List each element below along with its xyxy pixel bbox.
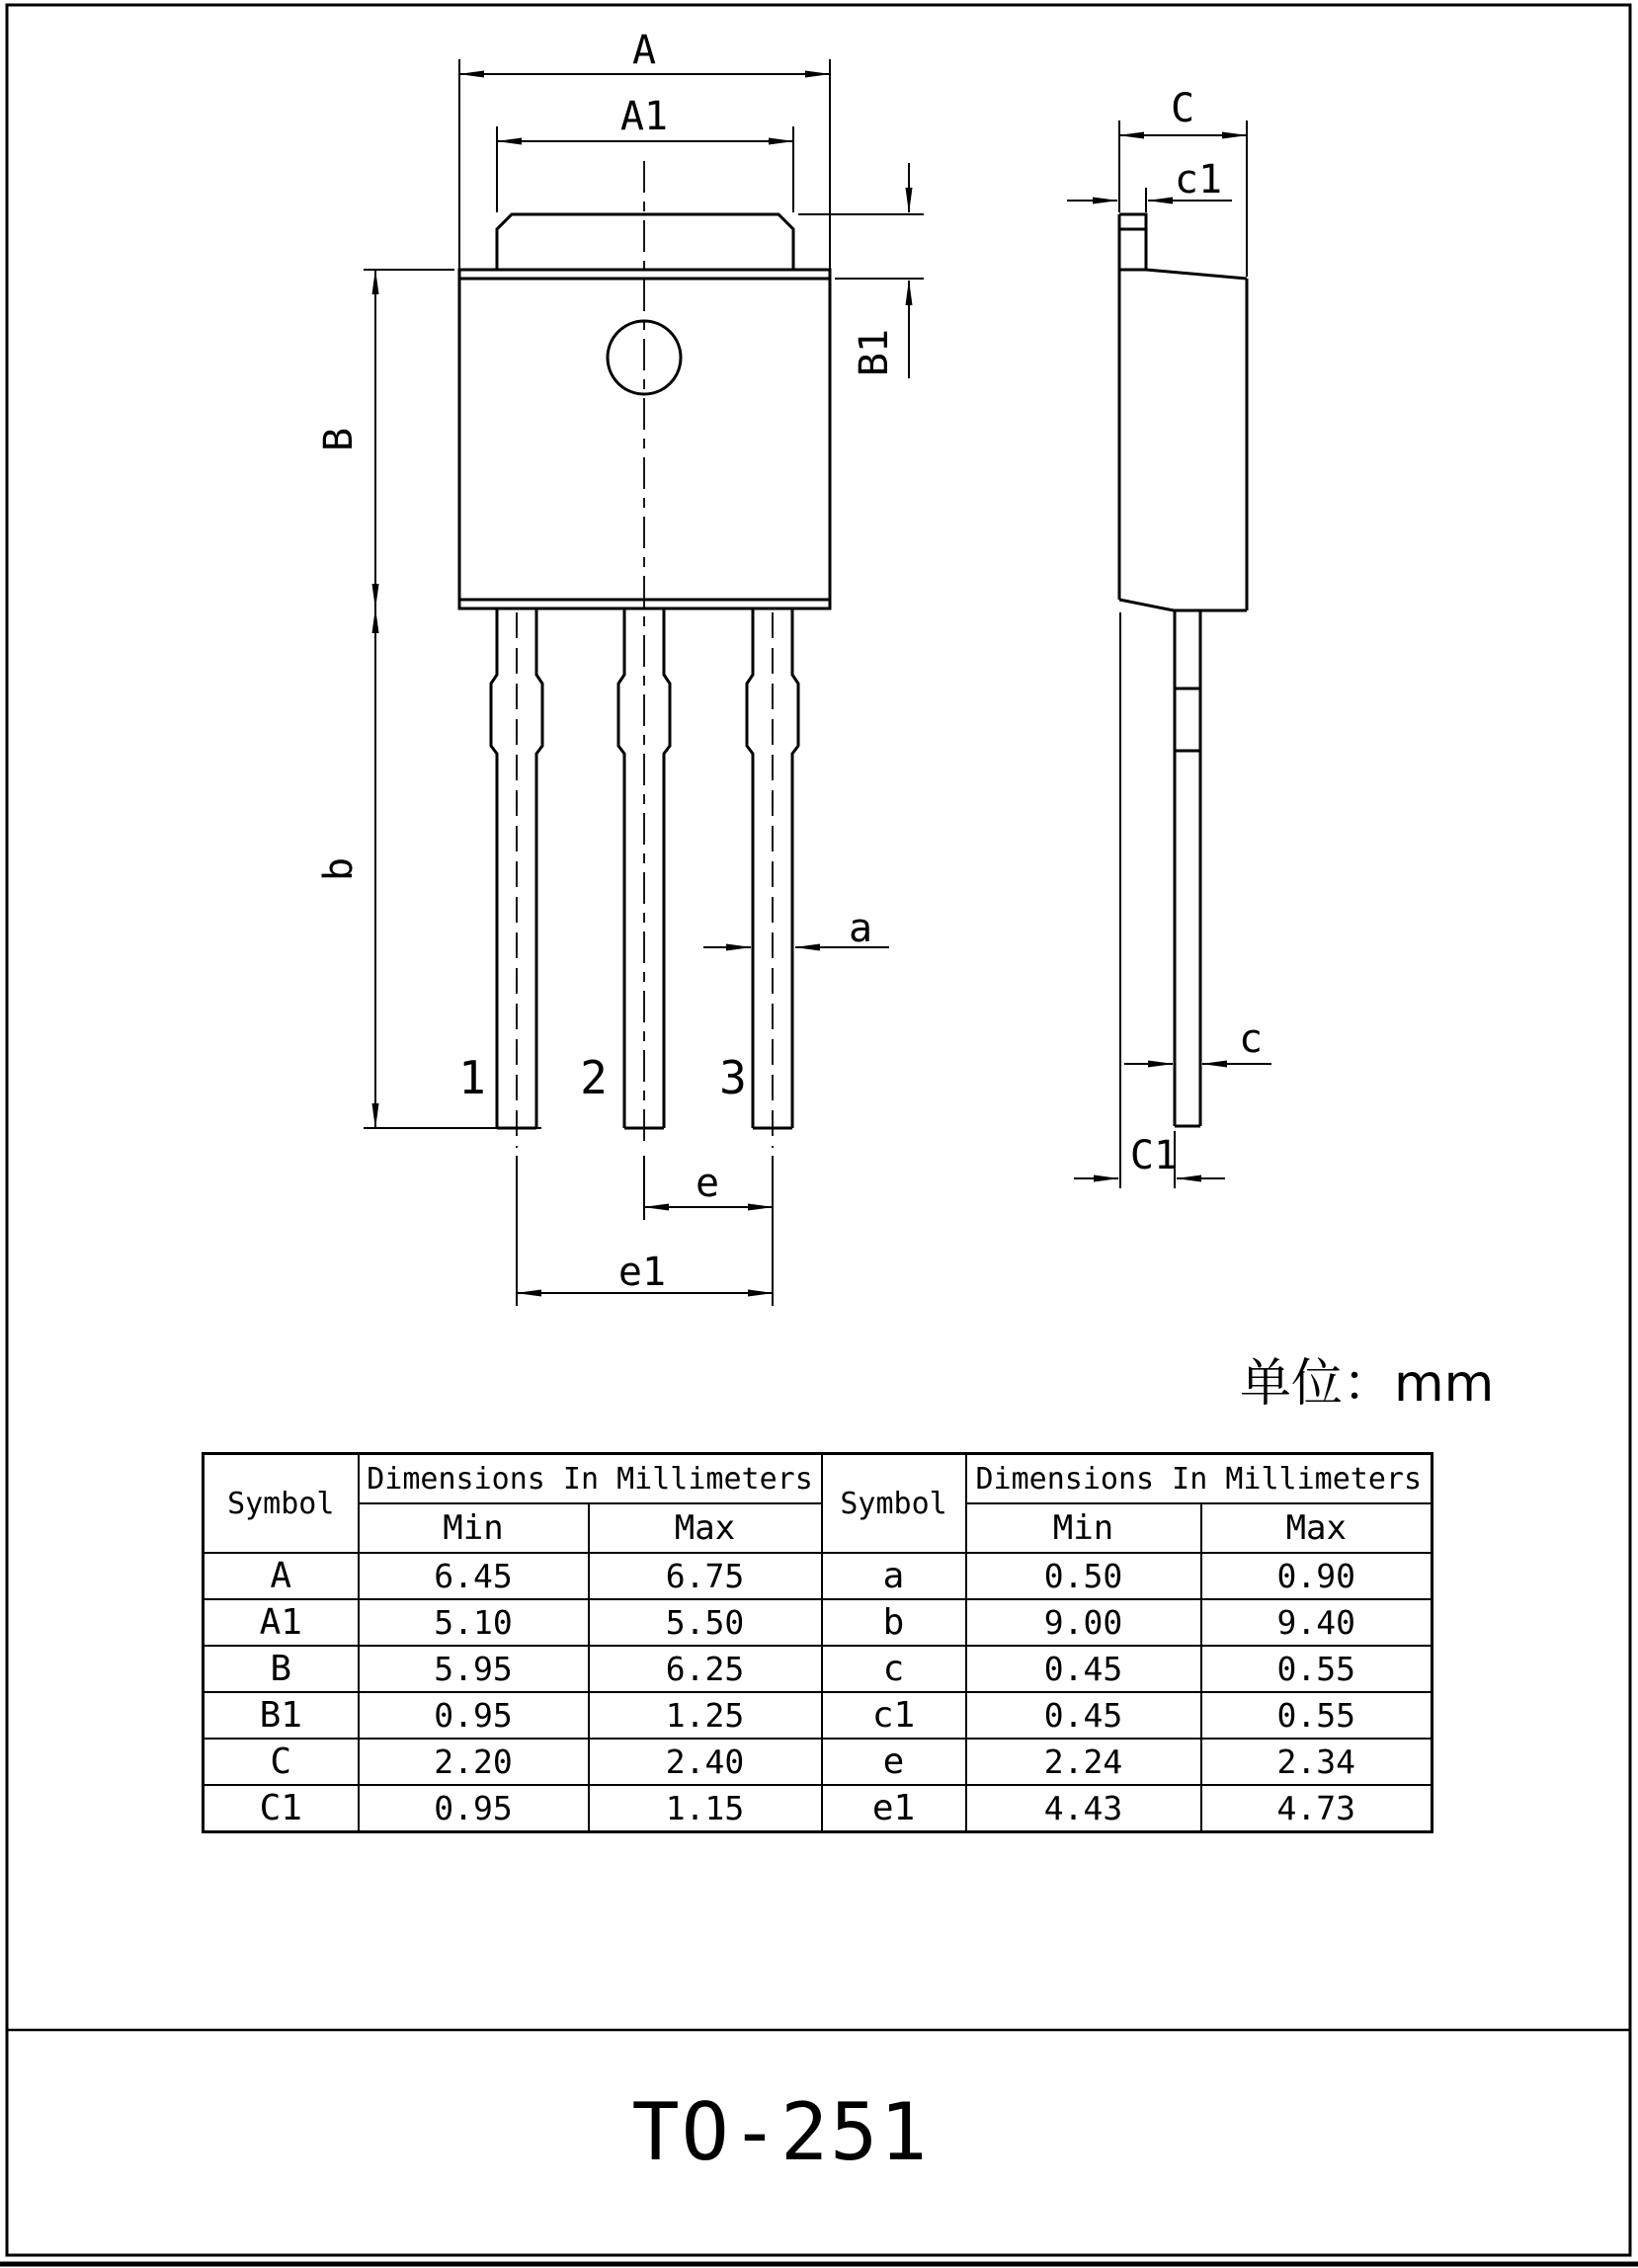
symbol-cell: A1 <box>204 1599 359 1646</box>
dim-label-e: e <box>695 1161 720 1206</box>
dim-label-A1: A1 <box>619 94 669 139</box>
symbol-cell: B1 <box>204 1692 359 1739</box>
side-view <box>1067 86 1271 1188</box>
page-title: TO-251 <box>631 2086 930 2178</box>
table-row <box>204 1692 1433 1739</box>
dim-label-a: a <box>848 906 873 951</box>
min-cell: 0.45 <box>966 1646 1201 1692</box>
units-note: 单位：mm <box>1240 1354 1495 1414</box>
dim-label-b: b <box>316 856 362 882</box>
table-header-row <box>204 1454 1433 1504</box>
min-cell: 5.10 <box>359 1599 589 1646</box>
min-cell: 5.95 <box>359 1646 589 1692</box>
symbol-cell: c1 <box>822 1692 966 1739</box>
symbol-cell: C <box>204 1739 359 1785</box>
symbol-cell: a <box>822 1553 966 1599</box>
dim-label-e1: e1 <box>617 1250 667 1295</box>
symbol-cell: e1 <box>822 1785 966 1832</box>
max-cell: 4.73 <box>1201 1785 1433 1832</box>
max-cell: 0.55 <box>1201 1692 1433 1739</box>
symbol-cell: B <box>204 1646 359 1692</box>
symbol-cell: e <box>822 1739 966 1785</box>
min-cell: 0.45 <box>966 1692 1201 1739</box>
table-row <box>204 1599 1433 1646</box>
symbol-cell: A <box>204 1553 359 1599</box>
max-cell: 5.50 <box>589 1599 822 1646</box>
max-cell: 0.55 <box>1201 1646 1433 1692</box>
table-subheader-row <box>204 1503 1433 1553</box>
max-cell: 1.15 <box>589 1785 822 1832</box>
dim-label-C: C <box>1170 86 1195 131</box>
max-cell: 6.75 <box>589 1553 822 1599</box>
dim-label-C1: C1 <box>1129 1133 1179 1178</box>
table-row <box>204 1785 1433 1832</box>
max-cell: 9.40 <box>1201 1599 1433 1646</box>
dims-header-left: Dimensions In Millimeters <box>359 1454 822 1504</box>
dim-label-A: A <box>631 28 657 73</box>
max-cell: 1.25 <box>589 1692 822 1739</box>
min-cell: 2.24 <box>966 1739 1201 1785</box>
side-lead <box>1175 610 1200 1126</box>
table-row <box>204 1739 1433 1785</box>
side-body-outline <box>1119 214 1247 610</box>
min-cell: 4.43 <box>966 1785 1201 1832</box>
table-row <box>204 1553 1433 1599</box>
dim-label-c: c <box>1238 1016 1264 1062</box>
symbol-header-left: Symbol <box>204 1454 359 1554</box>
max-cell: 6.25 <box>589 1646 822 1692</box>
max-header-left: Max <box>589 1503 822 1553</box>
front-centerlines <box>517 161 773 1148</box>
dims-header-right: Dimensions In Millimeters <box>966 1454 1433 1504</box>
min-cell: 2.20 <box>359 1739 589 1785</box>
table-row <box>204 1646 1433 1692</box>
max-cell: 2.40 <box>589 1739 822 1785</box>
min-cell: 9.00 <box>966 1599 1201 1646</box>
symbol-header-right: Symbol <box>822 1454 966 1554</box>
page-frame <box>0 5 1638 2264</box>
min-cell: 0.95 <box>359 1785 589 1832</box>
pin-label-1: 1 <box>458 1051 486 1104</box>
max-cell: 2.34 <box>1201 1739 1433 1785</box>
min-cell: 0.95 <box>359 1692 589 1739</box>
dim-label-B1: B1 <box>852 328 897 377</box>
pin-label-3: 3 <box>719 1051 747 1104</box>
symbol-cell: b <box>822 1599 966 1646</box>
dim-label-B: B <box>316 427 362 452</box>
symbol-cell: c <box>822 1646 966 1692</box>
min-cell: 6.45 <box>359 1553 589 1599</box>
dimension-table <box>202 1452 1433 1833</box>
max-header-right: Max <box>1201 1503 1433 1553</box>
front-view <box>316 28 924 1306</box>
symbol-cell: C1 <box>204 1785 359 1832</box>
max-cell: 0.90 <box>1201 1553 1433 1599</box>
min-header-left: Min <box>359 1503 589 1553</box>
dim-label-c1: c1 <box>1174 157 1223 202</box>
min-cell: 0.50 <box>966 1553 1201 1599</box>
min-header-right: Min <box>966 1503 1201 1553</box>
pin-label-2: 2 <box>580 1051 608 1104</box>
